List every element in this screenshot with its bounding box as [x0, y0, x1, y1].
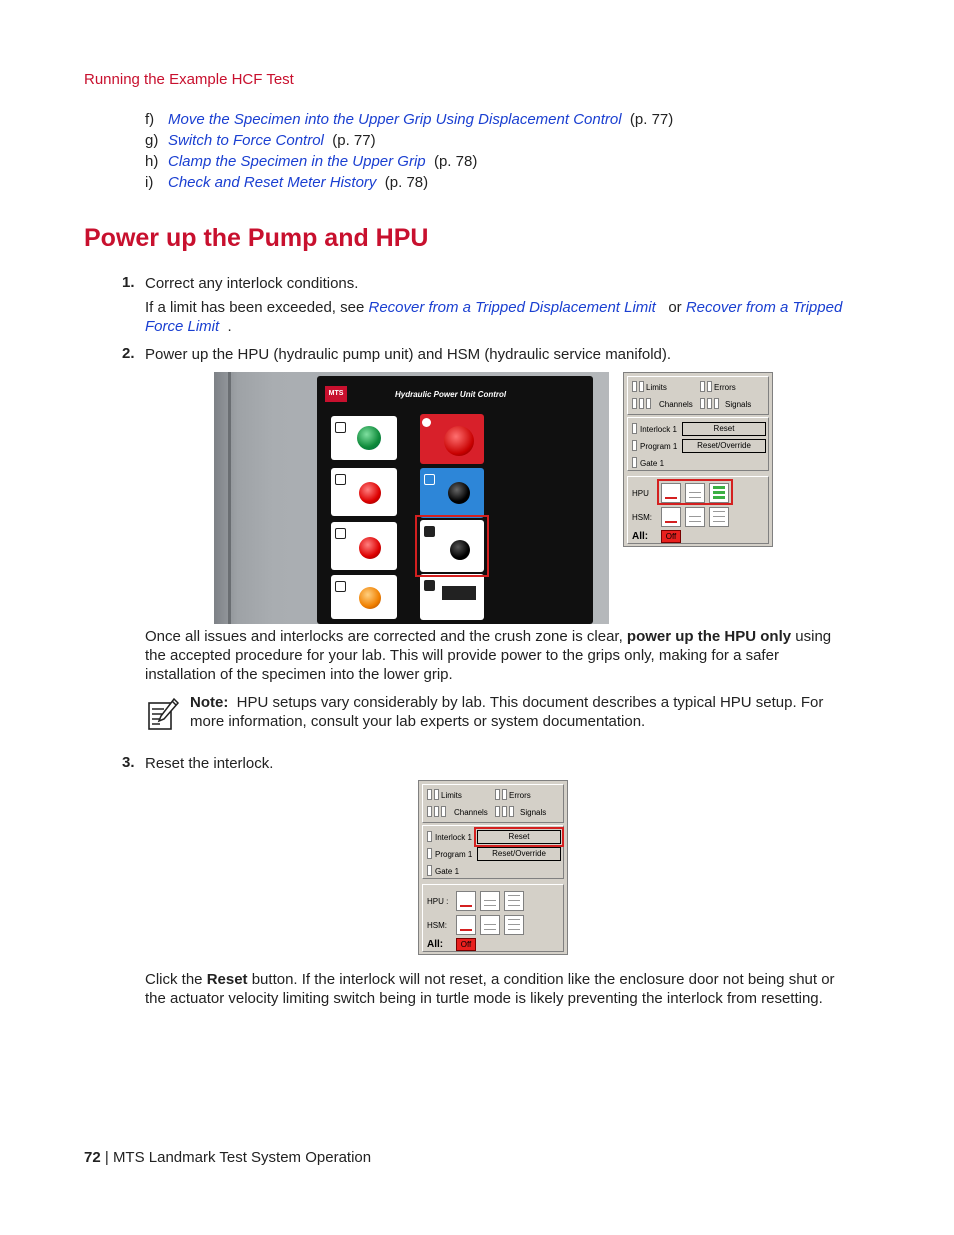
hsm-low-button[interactable] — [685, 507, 705, 527]
step-number: 2. — [122, 345, 135, 362]
sub-page: (p. 77) — [332, 132, 376, 149]
paragraph-bold: power up the HPU only — [626, 628, 792, 645]
elapsed-meter-module — [420, 574, 484, 620]
hpu-control-panel — [317, 376, 593, 624]
low-level-icon — [335, 474, 346, 485]
signals-label: Signals — [725, 400, 752, 409]
sub-label: f) — [145, 111, 155, 128]
link-tripped-displacement[interactable]: Recover from a Tripped Displacement Limit — [368, 299, 656, 316]
power-icon — [335, 422, 346, 433]
cabinet-edge — [228, 372, 231, 624]
station-controls-panel-hpu — [623, 372, 773, 547]
hsm-high-button[interactable] — [504, 915, 524, 935]
dirty-filter-light — [359, 587, 381, 609]
stop-button[interactable] — [444, 426, 474, 456]
hsm-label: HSM: — [427, 921, 447, 930]
gate-label: Gate 1 — [435, 867, 460, 876]
signals-label: Signals — [520, 808, 547, 817]
hpu-label: HPU — [632, 489, 649, 498]
panel-title: Hydraulic Power Unit Control — [395, 390, 507, 399]
interlock-label: Interlock 1 — [435, 833, 472, 842]
hpu-control-photo — [214, 372, 609, 624]
paragraph-text: using the accepted procedure for your lab. This will provide power to the grips only, making for a safer installation of the specimen into the lower grip. — [145, 628, 832, 683]
hpu-low-button[interactable] — [480, 891, 500, 911]
page-footer — [84, 1149, 371, 1166]
reset-icon — [424, 474, 435, 485]
indicator-section — [422, 784, 564, 823]
sub-item-h — [145, 151, 477, 172]
note-pencil-icon — [146, 697, 180, 731]
note-label: Note: — [190, 694, 229, 711]
all-label: All: — [632, 531, 649, 542]
page-number: 72 — [84, 1149, 101, 1166]
limits-label: Limits — [441, 791, 462, 800]
detail-text: If a limit has been exceeded, see — [145, 299, 369, 316]
note-text: HPU setups vary considerably by lab. This document describes a typical HPU setup. For more information, consult your lab experts or system documentation. — [190, 694, 824, 730]
program-label: Program 1 — [640, 442, 678, 451]
sub-item-g — [145, 130, 376, 151]
reset-override-button[interactable]: Reset/Override — [682, 439, 766, 453]
hpu-power-paragraph — [145, 627, 845, 684]
reset-button[interactable] — [448, 482, 470, 504]
program-label: Program 1 — [435, 850, 473, 859]
hpu-label: HPU : — [427, 897, 449, 906]
highlight-reset — [474, 827, 564, 847]
station-controls-panel-reset — [418, 780, 568, 955]
limits-label: Limits — [646, 383, 667, 392]
power-section — [422, 884, 564, 952]
hsm-off-button[interactable] — [456, 915, 476, 935]
stop-module — [420, 414, 484, 464]
hpu-high-button[interactable] — [504, 891, 524, 911]
interlock-section — [422, 825, 564, 879]
over-temperature-light — [359, 537, 381, 559]
sub-link-move-specimen[interactable]: Move the Specimen into the Upper Grip Using Displacement Control — [168, 111, 622, 128]
running-header: Running the Example HCF Test — [84, 71, 294, 88]
sub-link-meter-history[interactable]: Check and Reset Meter History — [168, 174, 377, 191]
step-number: 1. — [122, 274, 135, 291]
dirty-filter-module — [331, 575, 397, 619]
sub-item-f — [145, 109, 673, 130]
footer-separator: | — [104, 1149, 109, 1166]
all-label: All: — [427, 939, 444, 950]
sub-link-clamp-specimen[interactable]: Clamp the Specimen in the Upper Grip — [168, 153, 426, 170]
sub-label: i) — [145, 174, 154, 191]
hsm-off-button[interactable] — [661, 507, 681, 527]
document-title: MTS Landmark Test System Operation — [112, 1149, 372, 1166]
all-off-button[interactable]: Off — [456, 938, 476, 951]
sub-item-i — [145, 172, 428, 193]
highlight-low-high-selector — [415, 515, 489, 577]
hour-meter-display — [442, 586, 476, 600]
hsm-high-button[interactable] — [709, 507, 729, 527]
reset-button[interactable]: Reset — [477, 830, 561, 844]
step-detail — [145, 298, 845, 336]
reset-override-button[interactable]: Reset/Override — [477, 847, 561, 861]
all-off-button[interactable]: Off — [661, 530, 681, 543]
errors-label: Errors — [509, 791, 531, 800]
sub-page: (p. 78) — [384, 174, 429, 191]
low-level-module — [331, 468, 397, 516]
sub-page: (p. 78) — [433, 153, 478, 170]
reset-button[interactable]: Reset — [682, 422, 766, 436]
step-text: Correct any interlock conditions. — [145, 275, 359, 292]
reset-paragraph — [145, 970, 847, 1008]
channels-label: Channels — [454, 808, 488, 817]
paragraph-bold: Reset — [206, 971, 248, 988]
paragraph-text: Click the — [145, 971, 207, 988]
gate-label: Gate 1 — [640, 459, 665, 468]
low-level-light — [359, 482, 381, 504]
sub-link-switch-force[interactable]: Switch to Force Control — [168, 132, 324, 149]
step-text: Power up the HPU (hydraulic pump unit) and HSM (hydraulic service manifold). — [145, 346, 672, 363]
section-heading: Power up the Pump and HPU — [84, 224, 429, 252]
stop-icon — [422, 418, 431, 427]
sub-label: h) — [145, 153, 159, 170]
temperature-icon — [335, 528, 346, 539]
paragraph-text: button. If the interlock will not reset, a condition like the enclosure door not being shut or the actuator velocity limiting switch being in turtle mode is likely preventing the interlock from resetting. — [145, 971, 835, 1007]
errors-label: Errors — [714, 383, 736, 392]
note-block — [190, 693, 845, 731]
over-temperature-module — [331, 522, 397, 570]
sub-label: g) — [145, 132, 159, 149]
hsm-label: HSM: — [632, 513, 652, 522]
step-number: 3. — [122, 754, 135, 771]
paragraph-text: Once all issues and interlocks are corrected and the crush zone is clear, — [145, 628, 627, 645]
power-on-module — [331, 416, 397, 460]
link-tripped-force[interactable]: Recover from a Tripped Force Limit — [145, 299, 843, 335]
highlight-hpu — [657, 479, 733, 505]
power-on-button[interactable] — [357, 426, 381, 450]
meter-icon — [424, 580, 435, 591]
sub-page: (p. 77) — [629, 111, 674, 128]
reset-module — [420, 468, 484, 518]
detail-or: or — [668, 299, 682, 316]
step-text: Reset the interlock. — [145, 755, 274, 772]
hpu-off-button[interactable] — [456, 891, 476, 911]
power-section — [627, 476, 769, 544]
hsm-low-button[interactable] — [480, 915, 500, 935]
channels-label: Channels — [659, 400, 693, 409]
interlock-label: Interlock 1 — [640, 425, 677, 434]
filter-icon — [335, 581, 346, 592]
indicator-section — [627, 376, 769, 415]
interlock-section — [627, 417, 769, 471]
mts-logo: MTS — [325, 386, 347, 402]
detail-period: . — [227, 318, 232, 335]
